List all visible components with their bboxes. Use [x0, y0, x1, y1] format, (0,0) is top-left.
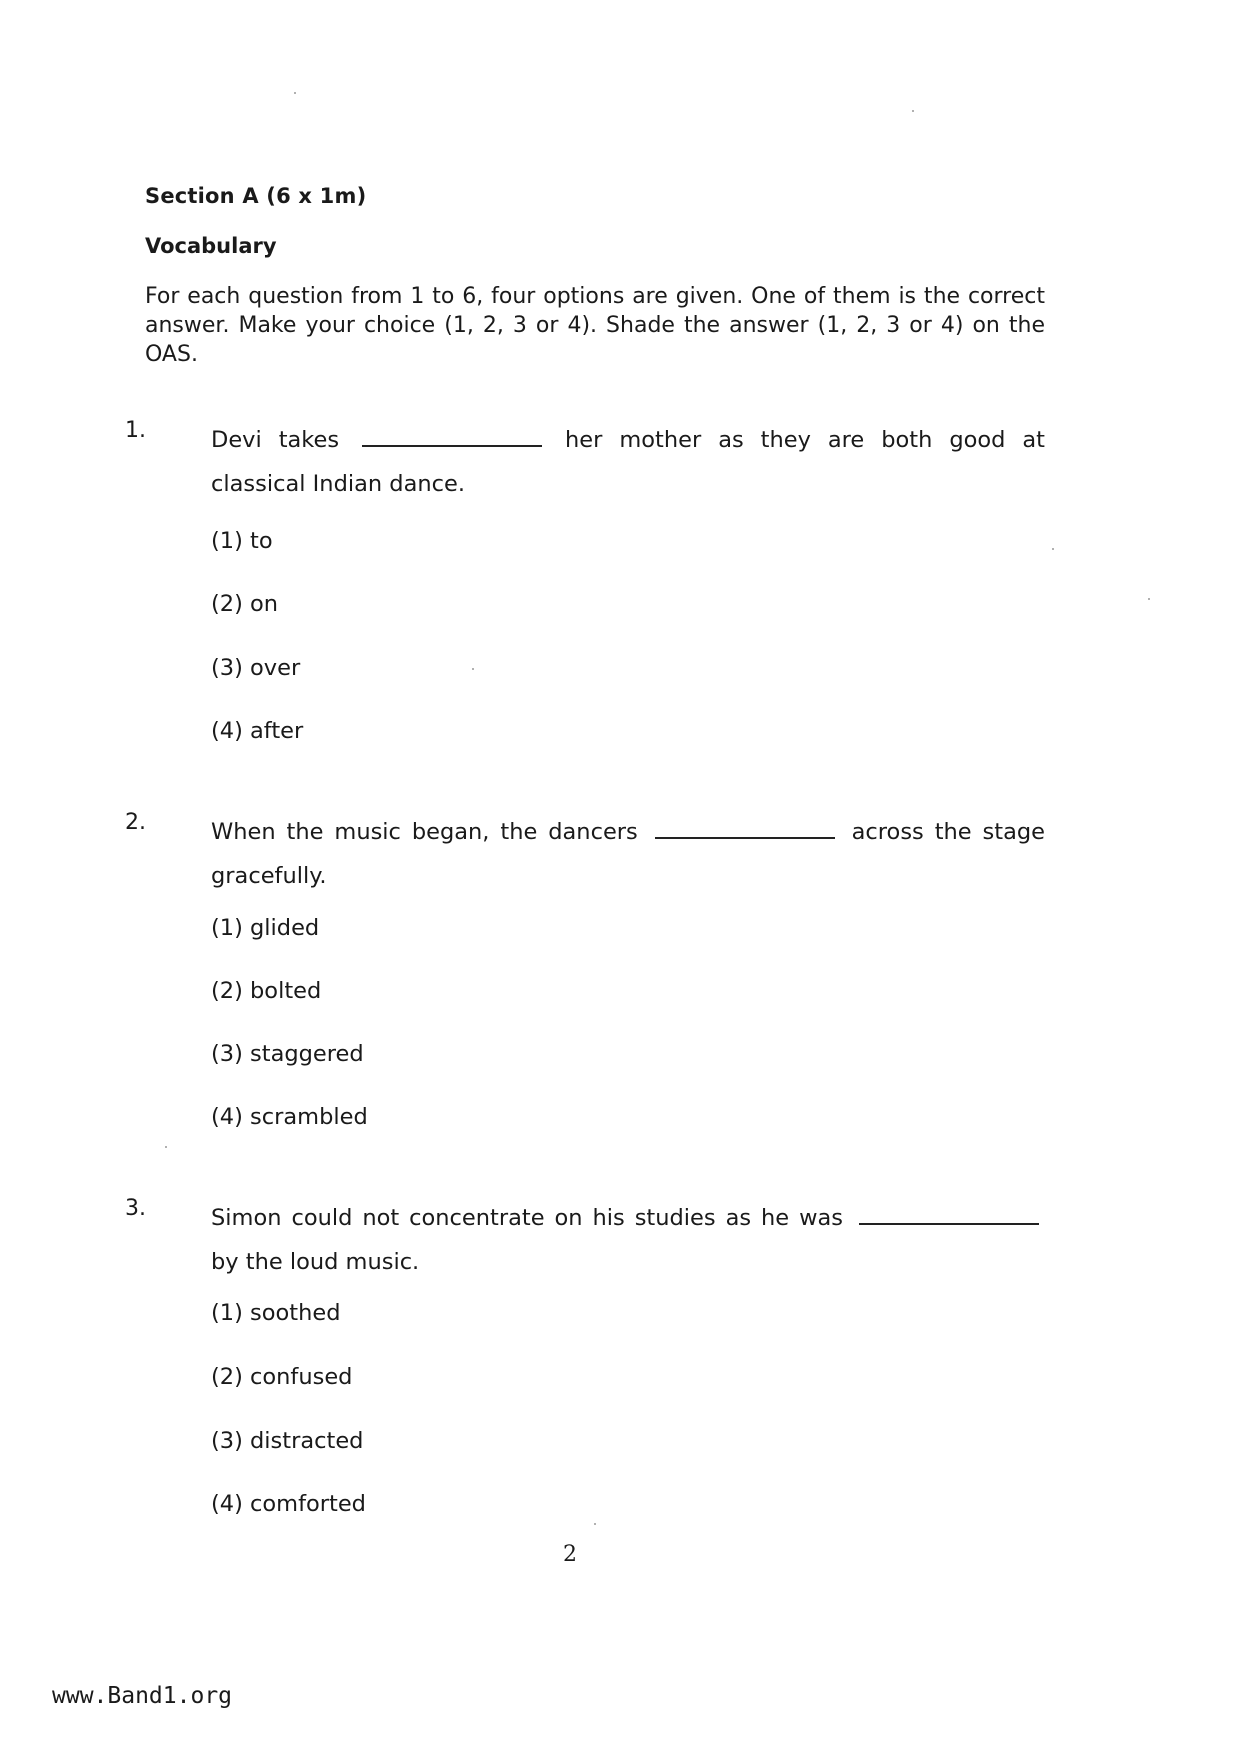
answer-blank — [362, 444, 542, 447]
scan-speck — [594, 1523, 596, 1525]
option-1: (1) soothed — [211, 1300, 341, 1326]
option-2: (2) confused — [211, 1364, 353, 1390]
option-4: (4) scrambled — [211, 1104, 368, 1130]
question-number: 3. — [125, 1196, 146, 1221]
option-4: (4) after — [211, 718, 304, 744]
question-number: 1. — [125, 418, 146, 443]
option-3: (3) staggered — [211, 1041, 364, 1067]
page-number: 2 — [563, 1542, 577, 1567]
question-text-before: Devi takes — [211, 427, 340, 453]
question-text — [211, 418, 1045, 506]
question-text-after: her mother as they are both good at classical Indian dance. — [211, 427, 1045, 497]
scan-speck — [1052, 548, 1054, 550]
question-text — [211, 810, 1045, 898]
question-text-before: When the music began, the dancers — [211, 819, 638, 845]
option-2: (2) on — [211, 591, 279, 617]
section-subtitle: Vocabulary — [145, 234, 277, 258]
instructions: For each question from 1 to 6, four options are given. One of them is the correct answer. Make your choice (1, 2, 3 or 4). Shade the answer (1, 2, 3 or 4) on the OAS. — [145, 284, 1045, 367]
answer-blank — [655, 836, 835, 839]
question-text-after: by the loud music. — [211, 1249, 420, 1275]
footer-url: www.Band1.org — [52, 1683, 233, 1709]
option-3: (3) distracted — [211, 1428, 364, 1454]
answer-blank — [859, 1222, 1039, 1225]
option-3: (3) over — [211, 655, 301, 681]
option-1: (1) to — [211, 528, 273, 554]
section-title: Section A (6 x 1m) — [145, 184, 367, 208]
question-text-after: across the stage gracefully. — [211, 819, 1046, 889]
scan-speck — [165, 1146, 167, 1148]
option-2: (2) bolted — [211, 978, 322, 1004]
question-text-before: Simon could not concentrate on his studies as he was — [211, 1205, 844, 1231]
option-4: (4) comforted — [211, 1491, 366, 1517]
scan-speck — [1148, 598, 1150, 600]
question-number: 2. — [125, 810, 146, 835]
option-1: (1) glided — [211, 915, 320, 941]
scan-speck — [294, 92, 296, 94]
scan-speck — [912, 110, 914, 112]
question-text — [211, 1196, 1045, 1284]
scan-speck — [472, 668, 474, 670]
